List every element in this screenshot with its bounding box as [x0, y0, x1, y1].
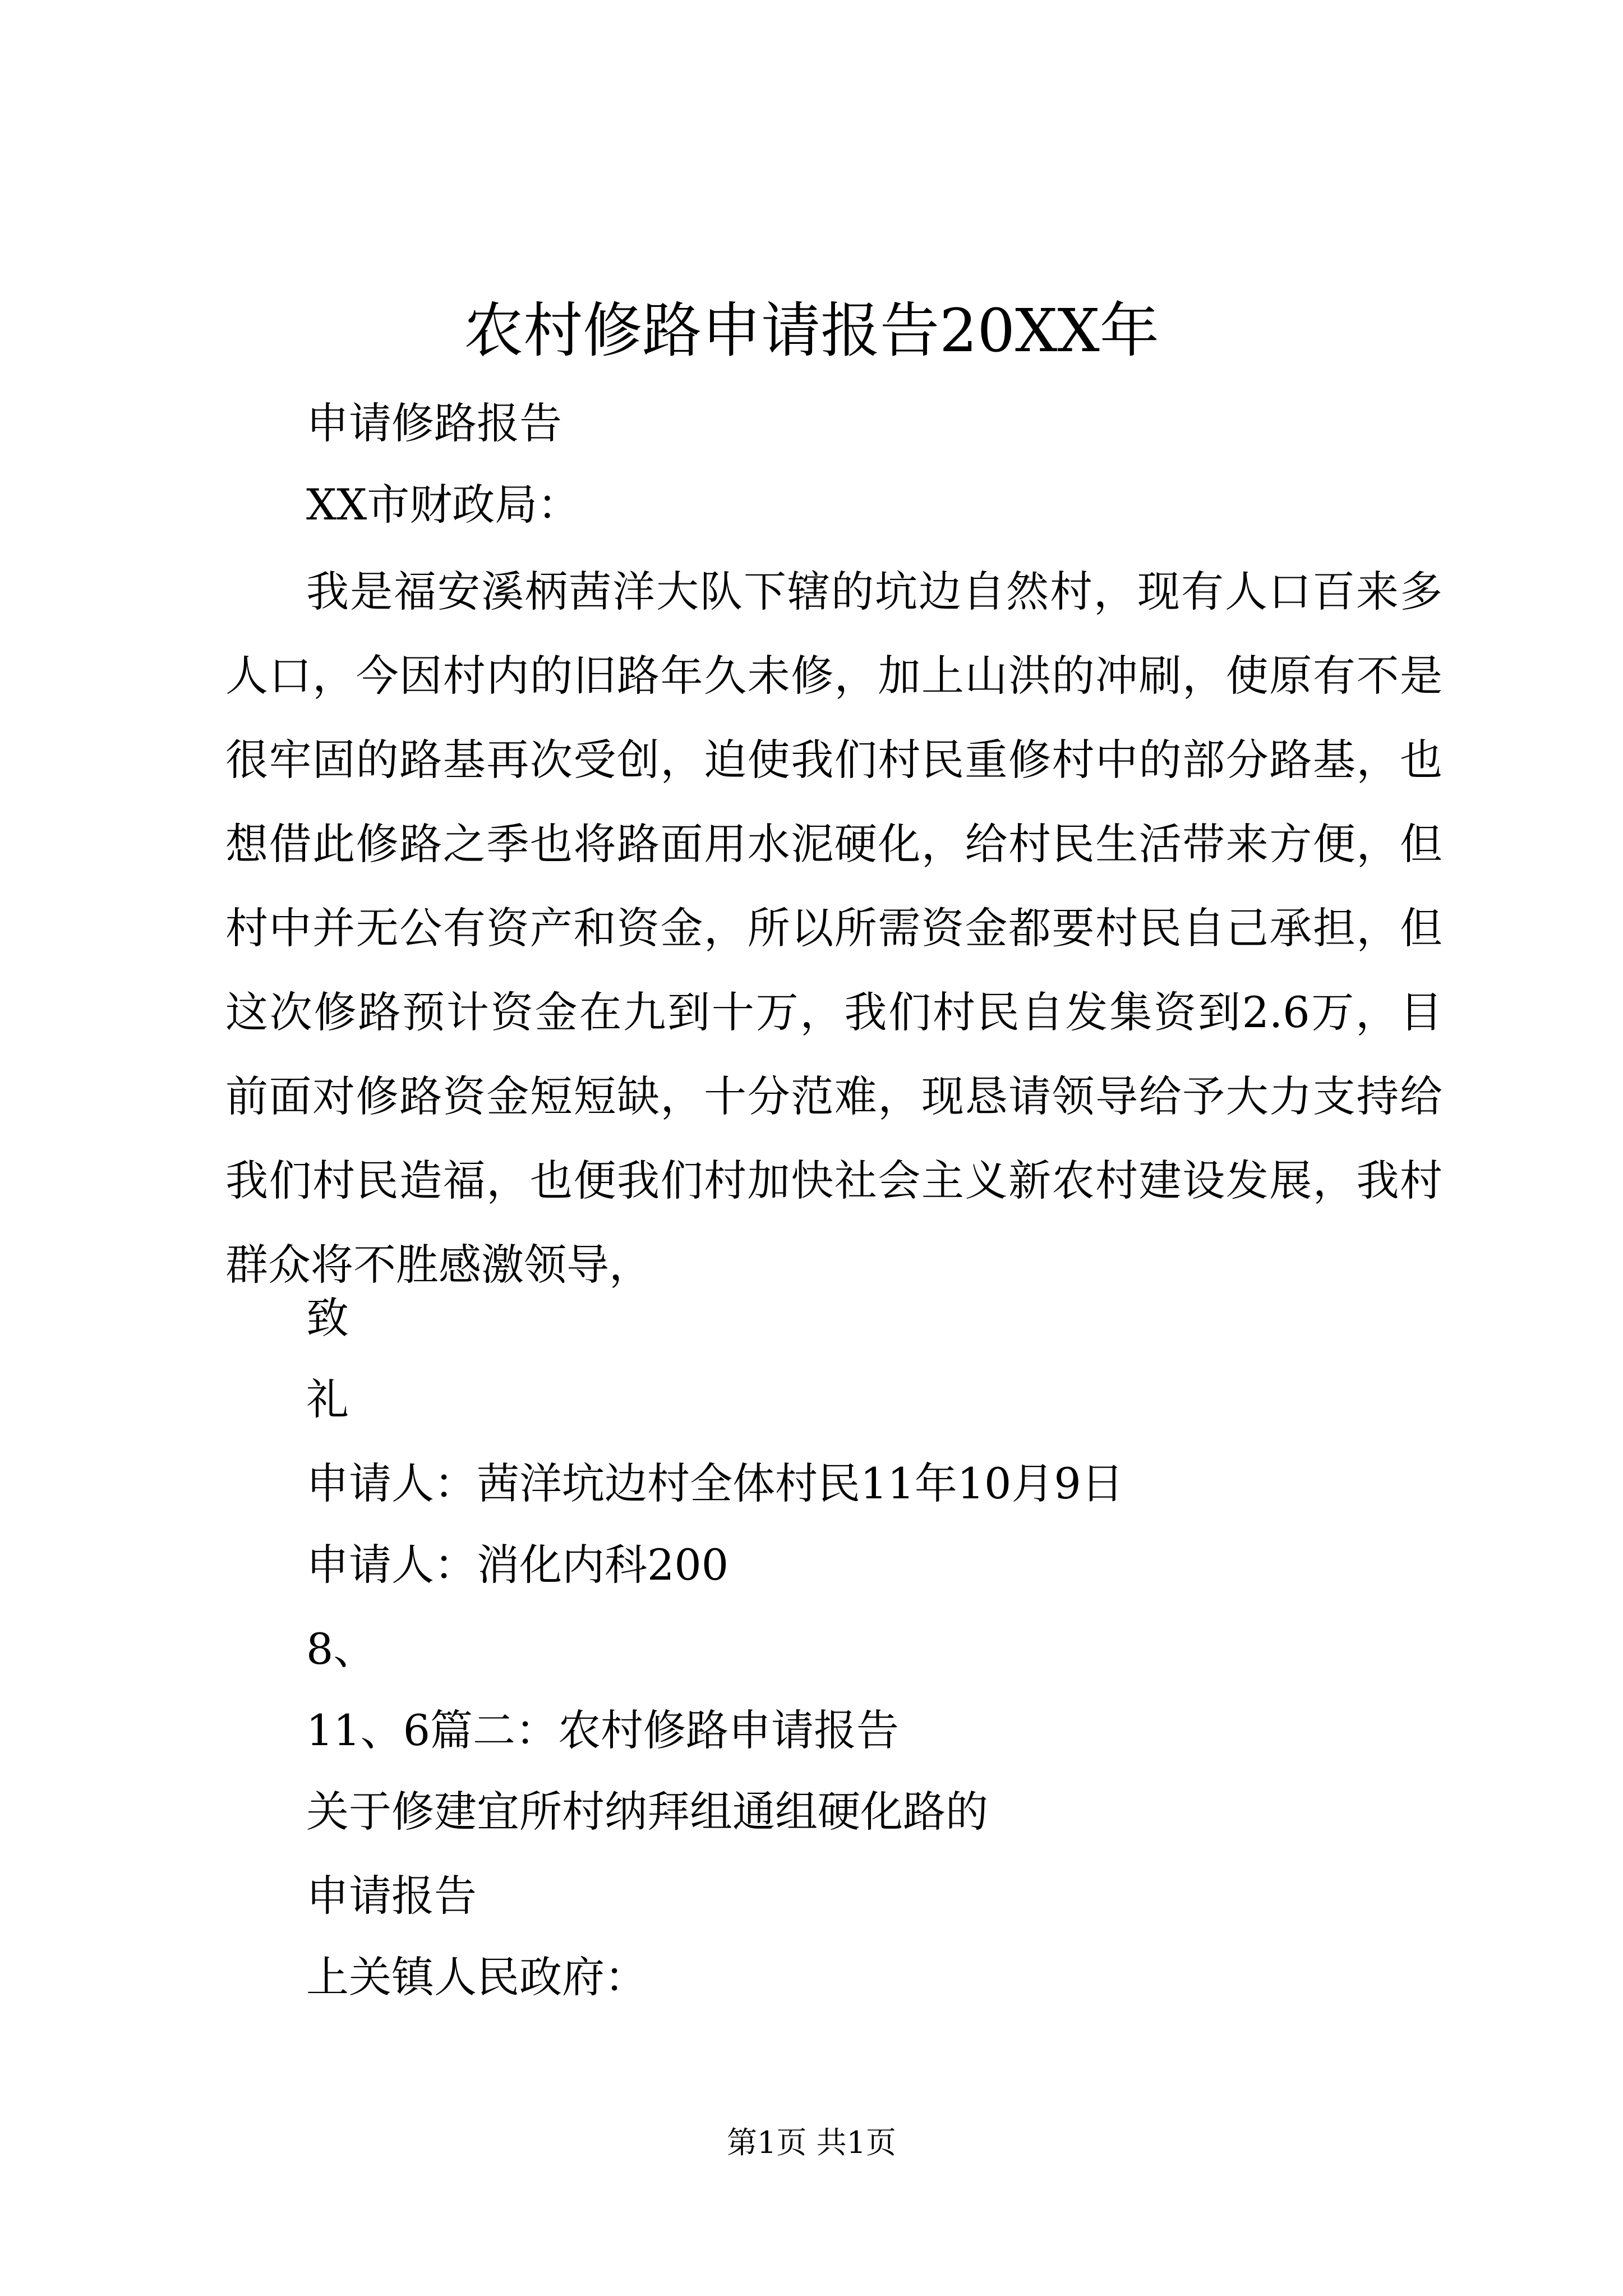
closing-zhi: 致 — [306, 1293, 349, 1343]
body-paragraph: 我是福安溪柄茜洋大队下辖的坑边自然村，现有人口百来多人口，今因村内的旧路年久未修，加上山洪的冲刷，使原有不是很牢固的路基再次受创，迫使我们村民重修村中的部分路基，也想借此修路之季也将路面用水泥硬化，给村民生活带来方便，但村中并无公有资产和资金，所以所需资金都要村民自己承担，但这次修路预计资金在九到十万，我们村民自发集资到2.6万，目前面对修路资金短短缺，十分范难，现恳请领导给予大力支持给我们村民造福，也便我们村加快社会主义新农村建设发展，我村群众将不胜感激领导， — [225, 567, 1442, 1290]
recipient-line: XX市财政局： — [306, 480, 580, 530]
page-footer: 第1页 共1页 — [727, 2125, 896, 2160]
section-heading: 申请修路报告 — [306, 398, 562, 448]
subject-line-2: 申请报告 — [306, 1871, 477, 1921]
closing-li: 礼 — [306, 1374, 349, 1424]
text-line-8: 8、 — [306, 1624, 376, 1674]
applicant-line-1: 申请人：茜洋坑边村全体村民11年10月9日 — [306, 1458, 1124, 1508]
section-two-heading: 11、6篇二：农村修路申请报告 — [306, 1705, 900, 1755]
subject-line: 关于修建宜所村纳拜组通组硬化路的 — [306, 1787, 988, 1837]
document-title: 农村修路申请报告20XX年 — [464, 296, 1159, 365]
recipient-line-2: 上关镇人民政府： — [306, 1952, 647, 2002]
applicant-line-2: 申请人：消化内科200 — [306, 1540, 729, 1590]
